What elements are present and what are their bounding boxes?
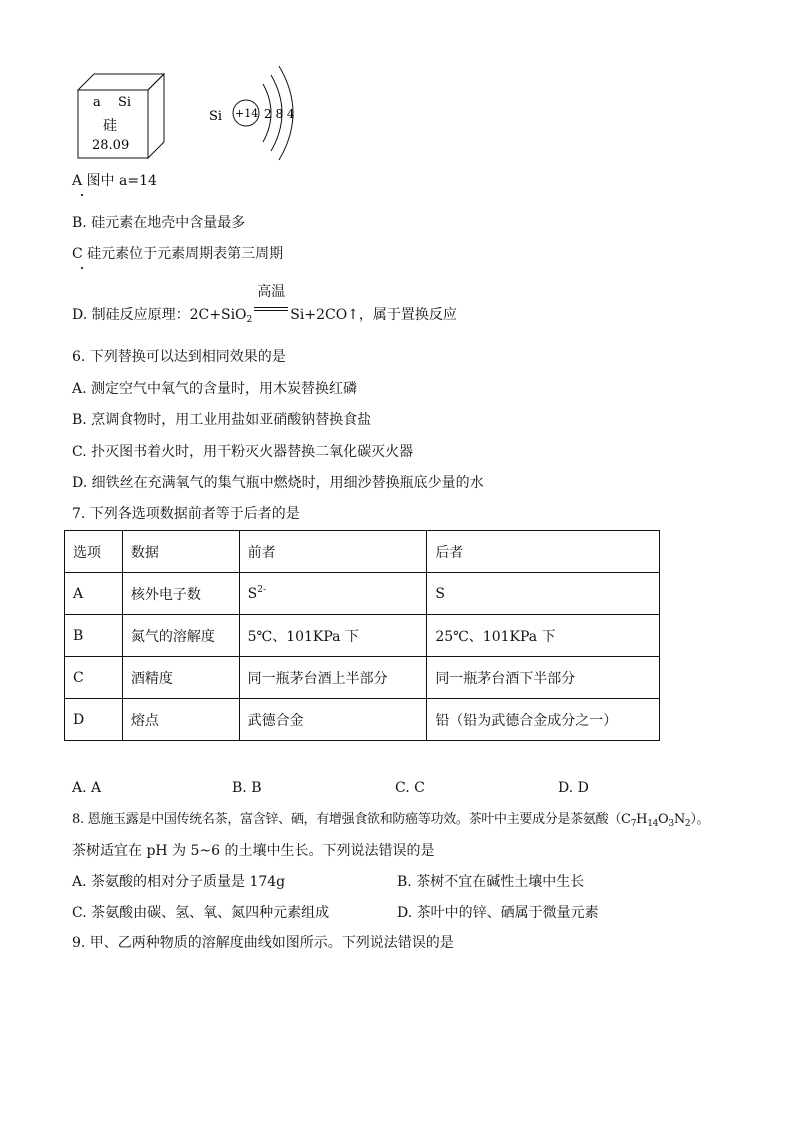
formula-c: C (621, 812, 631, 827)
formula-o: O (658, 812, 669, 827)
atom-shells: 2 8 4 (264, 107, 295, 121)
row-front-text: S (247, 586, 258, 602)
row-front: 同一瓶茅台酒上半部分 (239, 657, 427, 699)
element-symbol: Si (118, 95, 132, 110)
q7-stem: 7. 下列各选项数据前者等于后者的是 (72, 506, 300, 522)
q7-table (64, 530, 660, 741)
q5-d-lhs: 2C+SiO (189, 307, 247, 323)
row-item: 酒精度 (122, 657, 239, 699)
q5-d-suffix: ，属于置换反应 (358, 307, 457, 323)
atom-symbol: Si (209, 109, 223, 124)
table-row (65, 615, 660, 657)
row-item: 熔点 (122, 699, 239, 741)
atom-structure-figure (205, 62, 315, 166)
row-back: 同一瓶茅台酒下半部分 (427, 657, 660, 699)
q6-option-c: C. 扑灭图书着火时，用干粉灭火器替换二氧化碳灭火器 (72, 444, 414, 460)
q6-stem: 6. 下列替换可以达到相同效果的是 (72, 349, 286, 365)
q7-option-d: D. D (558, 780, 589, 796)
q8-stem-line2: 茶树适宜在 pH 为 5~6 的土壤中生长。下列说法错误的是 (72, 843, 435, 859)
reaction-condition-label: 高温 (257, 284, 286, 300)
q8-option-a: A. 茶氨酸的相对分子质量是 174g (72, 874, 286, 890)
row-front: 5℃、101KPa 下 (239, 615, 427, 657)
atom-nucleus: +14 (235, 107, 259, 120)
print-dot (81, 194, 83, 196)
table-row (65, 699, 660, 741)
q8-stem-text: 8. 恩施玉露是中国传统名茶，富含锌、硒，有增强食欲和防癌等功效。茶叶中主要成分是茶氨酸（ (72, 812, 622, 827)
print-dot (81, 267, 83, 269)
q6-option-d: D. 细铁丝在充满氧气的集气瓶中燃烧时，用细沙替换瓶底少量的水 (72, 475, 484, 491)
row-front: 武德合金 (239, 699, 427, 741)
row-front-charge: 2- (257, 585, 266, 595)
row-back: S (427, 573, 660, 615)
header-data: 数据 (122, 531, 239, 573)
formula-h-sub: 14 (647, 819, 659, 829)
element-name: 硅 (103, 118, 117, 134)
q5-d-prefix: D. 制硅反应原理： (72, 307, 190, 323)
q8-stem-line1 (72, 811, 709, 833)
row-item: 氮气的溶解度 (122, 615, 239, 657)
q8-option-b: B. 茶树不宜在碱性土壤中生长 (397, 874, 585, 890)
formula-n: N (673, 812, 685, 827)
q7-option-a: A. A (72, 780, 102, 796)
header-option: 选项 (65, 531, 123, 573)
formula-c-sub: 7 (630, 819, 637, 829)
row-option: A (65, 573, 123, 615)
header-back: 后者 (427, 531, 660, 573)
q8-stem-end: ）。 (690, 812, 710, 827)
element-number: a (93, 95, 101, 110)
q7-option-c: C. C (395, 780, 425, 796)
q7-option-b: B. B (232, 780, 262, 796)
row-option: D (65, 699, 123, 741)
q9-stem: 9. 甲、乙两种物质的溶解度曲线如图所示。下列说法错误的是 (72, 935, 454, 951)
row-item: 核外电子数 (122, 573, 239, 615)
header-front: 前者 (239, 531, 427, 573)
q5-d-rhs: Si+2CO↑ (290, 307, 359, 323)
q5-option-d (72, 284, 457, 329)
q5-option-c: C 硅元素位于元素周期表第三周期 (72, 246, 284, 262)
row-option: C (65, 657, 123, 699)
element-cell-figure (70, 70, 170, 170)
q6-option-b: B. 烹调食物时，用工业用盐如亚硝酸钠替换食盐 (72, 412, 372, 428)
row-front (239, 573, 427, 615)
formula-h: H (636, 812, 648, 827)
reaction-condition (252, 284, 290, 319)
formula-n-sub: 2 (684, 819, 691, 829)
row-back: 铅（铅为武德合金成分之一） (427, 699, 660, 741)
table-header-row (65, 531, 660, 573)
element-mass: 28.09 (92, 138, 130, 153)
q8-option-c: C. 茶氨酸由碳、氢、氧、氮四种元素组成 (72, 905, 330, 921)
q5-option-a: A 图中 a=14 (72, 173, 157, 189)
q5-option-b: B. 硅元素在地壳中含量最多 (72, 215, 246, 231)
table-row (65, 573, 660, 615)
formula-o-sub: 3 (668, 819, 674, 829)
q6-option-a: A. 测定空气中氧气的含量时，用木炭替换红磷 (72, 381, 358, 397)
table-row (65, 657, 660, 699)
row-option: B (65, 615, 123, 657)
row-back: 25℃、101KPa 下 (427, 615, 660, 657)
q8-option-d: D. 茶叶中的锌、硒属于微量元素 (397, 905, 599, 921)
q5-d-lhs-sub: 2 (246, 315, 253, 325)
